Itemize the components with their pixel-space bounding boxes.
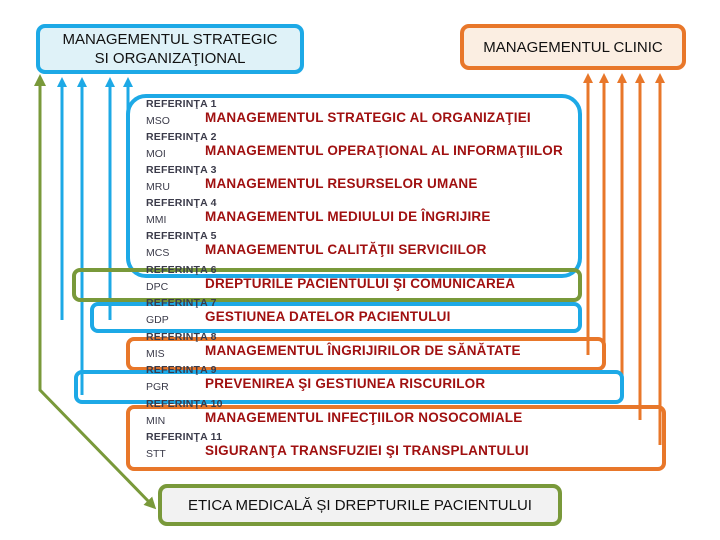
reference-code: MOI — [146, 148, 166, 160]
reference-label: REFERINŢA 6 — [146, 264, 217, 276]
reference-code: MSO — [146, 115, 170, 127]
reference-code: MCS — [146, 247, 170, 259]
reference-title: MANAGEMENTUL MEDIULUI DE ÎNGRIJIRE — [205, 209, 491, 224]
reference-label: REFERINŢA 11 — [146, 431, 223, 443]
reference-title: MANAGEMENTUL INFECŢIILOR NOSOCOMIALE — [205, 410, 523, 425]
clinical-management-box — [460, 24, 686, 70]
reference-code: STT — [146, 448, 166, 460]
strategic-box-line2: SI ORGANIZAŢIONAL — [94, 50, 246, 67]
reference-code: MIS — [146, 348, 165, 360]
reference-title: SIGURANŢA TRANSFUZIEI ŞI TRANSPLANTULUI — [205, 443, 529, 458]
reference-title: MANAGEMENTUL STRATEGIC AL ORGANIZAŢIEI — [205, 110, 531, 125]
ethics-box-label: ETICA MEDICALĂ ȘI DREPTURILE PACIENTULUI — [188, 496, 532, 514]
strategic-management-box — [36, 24, 304, 74]
reference-code: GDP — [146, 314, 169, 326]
reference-title: MANAGEMENTUL CALITĂŢII SERVICIILOR — [205, 242, 487, 257]
reference-label: REFERINŢA 9 — [146, 364, 217, 376]
reference-code: MIN — [146, 415, 166, 427]
reference-label: REFERINŢA 3 — [146, 164, 217, 176]
clinic-box-label: MANAGEMENTUL CLINIC — [483, 38, 663, 56]
reference-code: MMI — [146, 214, 167, 226]
reference-label: REFERINŢA 4 — [146, 197, 217, 209]
reference-label: REFERINŢA 5 — [146, 230, 217, 242]
ethics-box — [158, 484, 562, 526]
reference-title: MANAGEMENTUL RESURSELOR UMANE — [205, 176, 478, 191]
reference-title: DREPTURILE PACIENTULUI ŞI COMUNICAREA — [205, 276, 516, 291]
reference-title: MANAGEMENTUL ÎNGRIJIRILOR DE SĂNĂTATE — [205, 343, 521, 358]
reference-code: DPC — [146, 281, 169, 293]
reference-label: REFERINŢA 7 — [146, 297, 217, 309]
reference-code: PGR — [146, 381, 169, 393]
reference-title: PREVENIREA ŞI GESTIUNEA RISCURILOR — [205, 376, 486, 391]
reference-title: MANAGEMENTUL OPERAŢIONAL AL INFORMAŢIILOR — [205, 143, 563, 158]
reference-code: MRU — [146, 181, 170, 193]
reference-label: REFERINŢA 1 — [146, 98, 217, 110]
reference-title: GESTIUNEA DATELOR PACIENTULUI — [205, 309, 451, 324]
reference-label: REFERINŢA 2 — [146, 131, 217, 143]
strategic-box-line1: MANAGEMENTUL STRATEGIC — [62, 31, 278, 48]
reference-label: REFERINŢA 10 — [146, 398, 223, 410]
reference-label: REFERINŢA 8 — [146, 331, 217, 343]
